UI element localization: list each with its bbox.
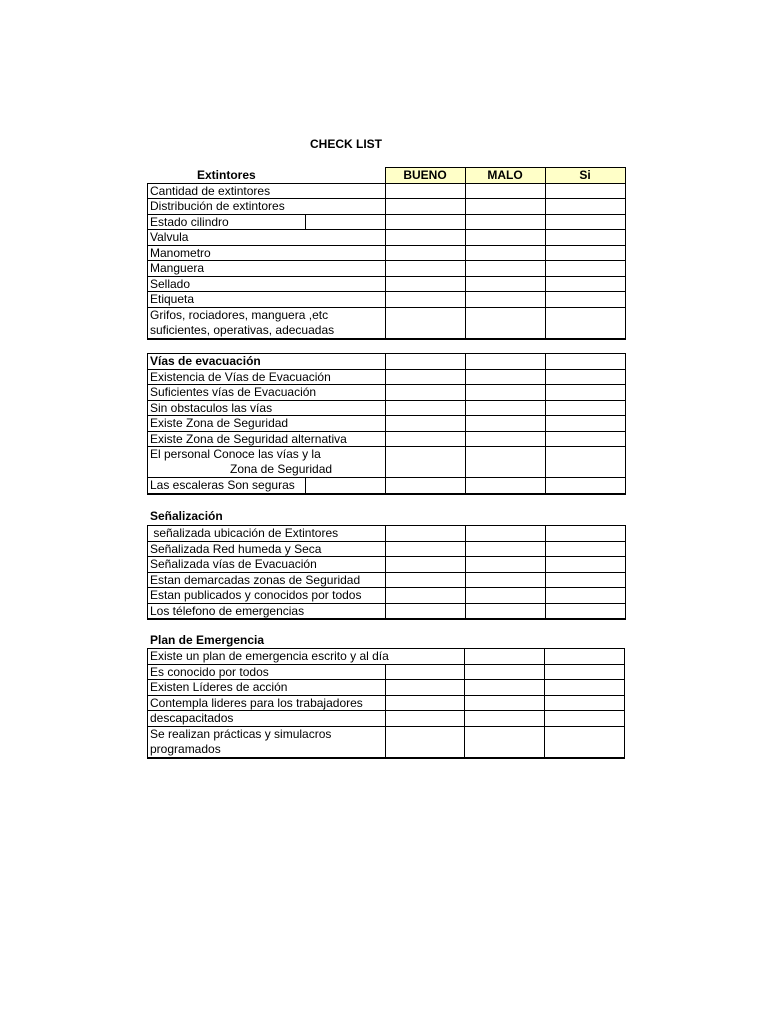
- header-spacer: [148, 168, 386, 184]
- cell-bueno[interactable]: [386, 541, 466, 557]
- table-row: Estan demarcadas zonas de Seguridad: [148, 572, 626, 588]
- cell-malo[interactable]: [465, 261, 545, 277]
- cell-si[interactable]: [545, 261, 625, 277]
- cell-malo[interactable]: [465, 199, 545, 215]
- table-row: Grifos, rociadores, manguera ,etc suficientes, operativas, adecuadas: [148, 307, 626, 339]
- cell-bueno[interactable]: [386, 385, 466, 401]
- cell-si[interactable]: [545, 711, 625, 727]
- column-header-malo: MALO: [465, 168, 545, 184]
- column-header-si: Si: [545, 168, 625, 184]
- cell-malo[interactable]: [465, 695, 545, 711]
- cell-malo[interactable]: [465, 726, 545, 758]
- table-row: Cantidad de extintores: [148, 183, 626, 199]
- cell-si[interactable]: [546, 572, 626, 588]
- cell-bueno[interactable]: [385, 695, 465, 711]
- cell-bueno[interactable]: [385, 680, 465, 696]
- cell-malo[interactable]: [465, 292, 545, 308]
- table-row: Contempla lideres para los trabajadores: [148, 695, 625, 711]
- section-heading-emergencia: Plan de Emergencia: [150, 633, 265, 647]
- cell-si[interactable]: [545, 183, 625, 199]
- cell-bueno[interactable]: [386, 400, 466, 416]
- cell-malo[interactable]: [465, 230, 545, 246]
- cell-si[interactable]: [545, 664, 625, 680]
- table-row: señalizada ubicación de Extintores: [148, 526, 626, 542]
- table-row: Valvula: [148, 230, 626, 246]
- cell-si[interactable]: [545, 292, 625, 308]
- cell-si[interactable]: [545, 726, 625, 758]
- cell-si[interactable]: [546, 400, 626, 416]
- cell-malo[interactable]: [466, 369, 546, 385]
- section-heading-senalizacion: Señalización: [150, 509, 223, 523]
- table-row: Es conocido por todos: [148, 664, 625, 680]
- cell-malo[interactable]: [465, 680, 545, 696]
- table-row: Existe Zona de Seguridad alternativa: [148, 431, 626, 447]
- cell-malo[interactable]: [466, 478, 546, 494]
- table-row: Los télefono de emergencias: [148, 603, 626, 619]
- table-row: Señalizada Red humeda y Seca: [148, 541, 626, 557]
- table-row: Estado cilindro: [148, 214, 626, 230]
- cell-bueno[interactable]: [385, 307, 465, 339]
- cell-malo[interactable]: [465, 245, 545, 261]
- table-row: Señalizada vías de Evacuación: [148, 557, 626, 573]
- cell-bueno[interactable]: [385, 261, 465, 277]
- cell-bueno[interactable]: [385, 276, 465, 292]
- cell-bueno[interactable]: [385, 664, 465, 680]
- cell-si[interactable]: [545, 695, 625, 711]
- cell-malo[interactable]: [466, 354, 546, 370]
- cell-bueno[interactable]: [385, 726, 465, 758]
- cell-si[interactable]: [546, 557, 626, 573]
- table-row: Existe un plan de emergencia escrito y al día: [148, 649, 625, 665]
- column-header-bueno: BUENO: [385, 168, 465, 184]
- cell-si[interactable]: [546, 541, 626, 557]
- cell-malo[interactable]: [465, 307, 545, 339]
- table-row: descapacitados: [148, 711, 625, 727]
- cell-bueno[interactable]: [386, 557, 466, 573]
- cell-bueno[interactable]: [386, 369, 466, 385]
- cell-si[interactable]: [545, 649, 625, 665]
- table-row: Manguera: [148, 261, 626, 277]
- cell-si[interactable]: [545, 307, 625, 339]
- cell-si[interactable]: [545, 276, 625, 292]
- cell-malo[interactable]: [466, 541, 546, 557]
- cell-bueno[interactable]: [386, 526, 466, 542]
- cell-malo[interactable]: [465, 664, 545, 680]
- cell-si[interactable]: [546, 385, 626, 401]
- cell-si[interactable]: [545, 214, 625, 230]
- cell-malo[interactable]: [465, 711, 545, 727]
- cell-bueno[interactable]: [385, 199, 465, 215]
- evacuacion-table: [147, 353, 626, 495]
- cell-bueno[interactable]: [386, 603, 466, 619]
- emergencia-table: [147, 648, 625, 759]
- table-row: El personal Conoce las vías y la Zona de Seguridad: [148, 447, 626, 478]
- cell-malo[interactable]: [465, 183, 545, 199]
- cell-bueno[interactable]: [385, 292, 465, 308]
- cell-malo[interactable]: [466, 400, 546, 416]
- cell-bueno[interactable]: [385, 214, 465, 230]
- table-row: Las escaleras Son seguras: [148, 478, 626, 494]
- cell-bueno[interactable]: [386, 588, 466, 604]
- cell-bueno[interactable]: [385, 649, 465, 665]
- cell-si[interactable]: [546, 526, 626, 542]
- table-row: Suficientes vías de Evacuación: [148, 385, 626, 401]
- cell-si[interactable]: [546, 478, 626, 494]
- cell-si[interactable]: [546, 588, 626, 604]
- cell-malo[interactable]: [466, 572, 546, 588]
- table-row: Sellado: [148, 276, 626, 292]
- cell-si[interactable]: [546, 369, 626, 385]
- cell-divider: [305, 215, 306, 230]
- table-row: [148, 354, 626, 370]
- cell-malo[interactable]: [465, 649, 545, 665]
- page-title: CHECK LIST: [310, 137, 382, 151]
- cell-si[interactable]: [545, 245, 625, 261]
- cell-bueno[interactable]: [386, 431, 466, 447]
- cell-malo[interactable]: [466, 557, 546, 573]
- table-row: Existencia de Vías de Evacuación: [148, 369, 626, 385]
- cell-divider: [305, 478, 306, 493]
- cell-malo[interactable]: [465, 214, 545, 230]
- cell-si[interactable]: [545, 680, 625, 696]
- table-row: Estan publicados y conocidos por todos: [148, 588, 626, 604]
- cell-si[interactable]: [546, 354, 626, 370]
- cell-bueno[interactable]: [385, 230, 465, 246]
- cell-malo[interactable]: [466, 603, 546, 619]
- section-heading-extintores: Extintores: [197, 168, 256, 182]
- cell-malo[interactable]: [466, 588, 546, 604]
- cell-si[interactable]: [545, 230, 625, 246]
- cell-bueno[interactable]: [385, 711, 465, 727]
- senalizacion-table: [147, 525, 626, 620]
- section-heading-evacuacion: Vías de evacuación: [148, 354, 386, 370]
- extintores-table: [147, 167, 626, 340]
- table-row: Sin obstaculos las vías: [148, 400, 626, 416]
- cell-bueno[interactable]: [386, 478, 466, 494]
- table-row: Manometro: [148, 245, 626, 261]
- cell-bueno[interactable]: [386, 354, 466, 370]
- cell-bueno[interactable]: [385, 183, 465, 199]
- cell-si[interactable]: [546, 431, 626, 447]
- cell-malo[interactable]: [466, 385, 546, 401]
- table-row: Existen Líderes de acción: [148, 680, 625, 696]
- cell-malo[interactable]: [466, 447, 546, 478]
- cell-si[interactable]: [546, 447, 626, 478]
- table-row: Etiqueta: [148, 292, 626, 308]
- table-row: Distribución de extintores: [148, 199, 626, 215]
- cell-bueno[interactable]: [385, 245, 465, 261]
- cell-malo[interactable]: [465, 276, 545, 292]
- table-row: Existe Zona de Seguridad: [148, 416, 626, 432]
- cell-si[interactable]: [546, 416, 626, 432]
- cell-bueno[interactable]: [386, 447, 466, 478]
- cell-bueno[interactable]: [386, 416, 466, 432]
- cell-si[interactable]: [545, 199, 625, 215]
- table-row: Se realizan prácticas y simulacros programados: [148, 726, 625, 758]
- cell-si[interactable]: [546, 603, 626, 619]
- cell-malo[interactable]: [466, 416, 546, 432]
- cell-bueno[interactable]: [386, 572, 466, 588]
- cell-malo[interactable]: [466, 526, 546, 542]
- cell-malo[interactable]: [466, 431, 546, 447]
